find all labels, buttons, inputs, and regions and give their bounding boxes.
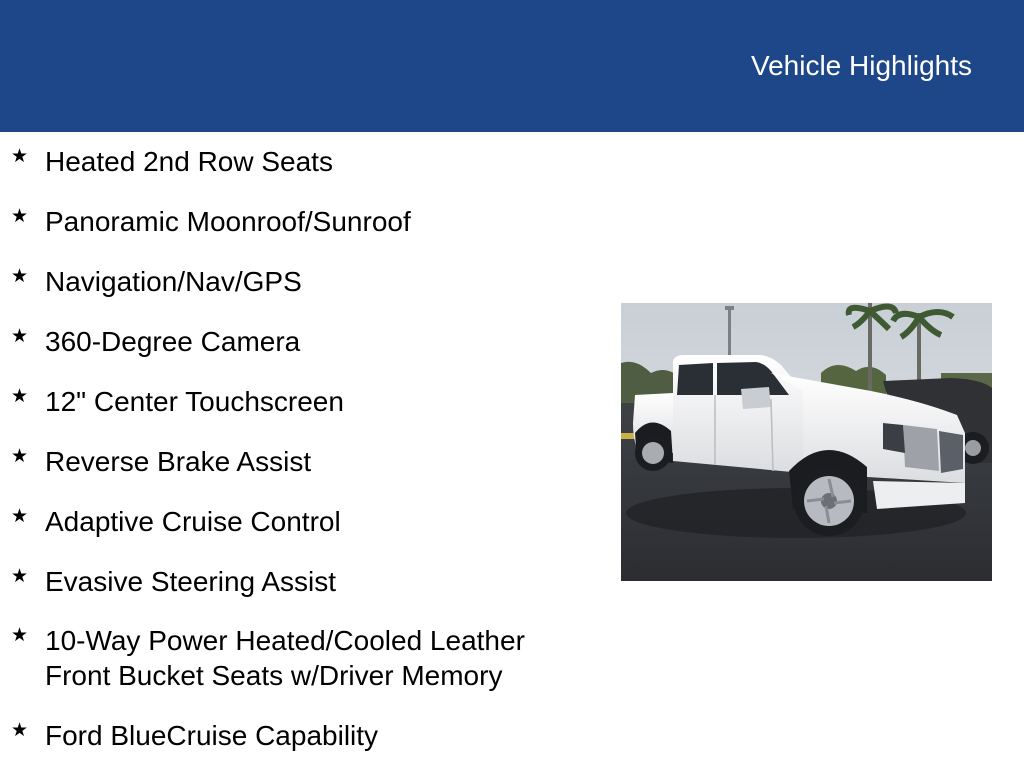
star-icon: ★: [11, 265, 29, 287]
vehicle-photo: [621, 303, 992, 581]
feature-label: 360-Degree Camera: [45, 326, 301, 357]
page-title: Vehicle Highlights: [750, 50, 972, 81]
header-banner: [0, 0, 1024, 132]
feature-label: Ford BlueCruise Capability: [45, 720, 379, 751]
feature-label: Navigation/Nav/GPS: [45, 266, 302, 297]
star-icon: ★: [11, 624, 29, 646]
star-icon: ★: [11, 505, 29, 527]
star-icon: ★: [11, 385, 29, 407]
star-icon: ★: [11, 719, 29, 741]
feature-label: Reverse Brake Assist: [45, 446, 312, 477]
feature-label: 10-Way Power Heated/Cooled Leather Front Bucket Seats w/Driver Memory: [45, 625, 525, 691]
star-icon: ★: [11, 205, 29, 227]
feature-label: 12" Center Touchscreen: [45, 386, 344, 417]
star-icon: ★: [11, 145, 29, 167]
feature-label: Panoramic Moonroof/Sunroof: [45, 206, 411, 237]
star-icon: ★: [11, 325, 29, 347]
feature-label: Evasive Steering Assist: [45, 566, 337, 597]
feature-label: Heated 2nd Row Seats: [45, 146, 333, 177]
star-icon: ★: [11, 445, 29, 467]
star-icon: ★: [11, 565, 29, 587]
feature-label: Adaptive Cruise Control: [45, 506, 341, 537]
